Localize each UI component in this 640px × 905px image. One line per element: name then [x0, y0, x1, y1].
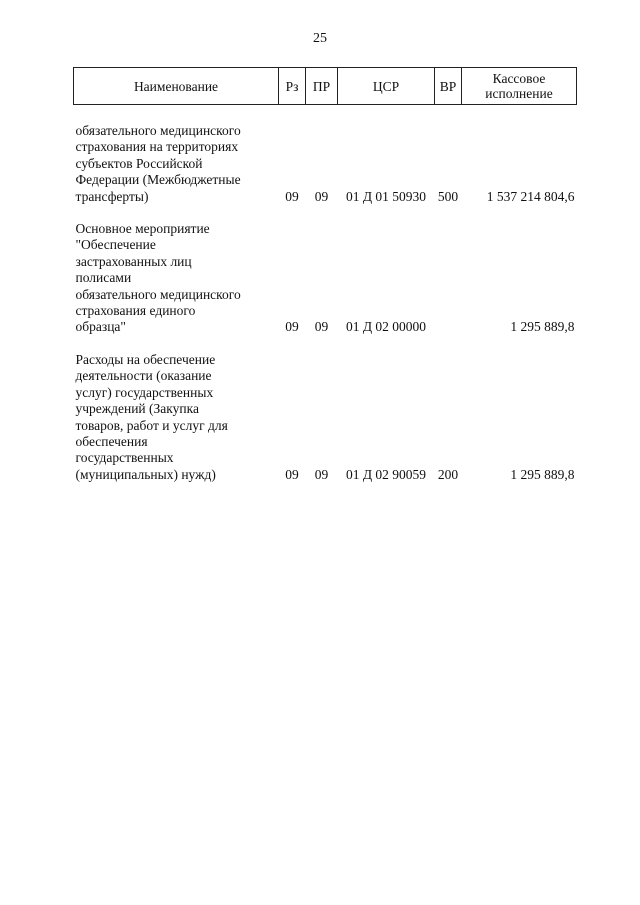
row-pr: 09 — [314, 466, 329, 482]
header-rz: Рз — [279, 68, 306, 105]
row-name-line: учреждений (Закупка — [75, 401, 199, 417]
row-name-line: Федерации (Межбюджетные — [75, 172, 241, 188]
row-csr: 01 Д 01 50930 — [345, 188, 427, 204]
table-row — [74, 352, 577, 483]
row-name — [74, 221, 279, 336]
row-vr: 500 — [437, 188, 459, 204]
row-vr — [435, 221, 462, 336]
row-amount: 1 537 214 804,6 — [486, 188, 575, 204]
row-name-line: обязательного медицинского — [75, 286, 241, 302]
row-name-line: обеспечения — [75, 433, 148, 449]
row-name — [74, 105, 279, 206]
row-name-line: Основное мероприятие — [75, 221, 210, 237]
header-name: Наименование — [74, 68, 279, 105]
row-name-line: трансферты) — [75, 188, 149, 204]
row-pr: 09 — [314, 188, 329, 204]
header-amount — [462, 68, 577, 105]
row-amount: 1 295 889,8 — [510, 319, 575, 335]
row-name-line: страхования на территориях — [75, 139, 239, 155]
header-csr: ЦСР — [338, 68, 435, 105]
row-name-line: полисами — [75, 270, 132, 286]
row-name-line: государственных — [75, 450, 174, 466]
table-row — [74, 105, 577, 206]
row-name-line: обязательного медицинского — [75, 123, 241, 138]
row-name-line: Расходы на обеспечение — [75, 351, 216, 367]
header-amount-line2: исполнение — [485, 86, 553, 101]
row-rz: 09 — [285, 188, 299, 204]
header-pr: ПР — [306, 68, 338, 105]
row-name-line: деятельности (оказание — [75, 368, 212, 384]
row-name-line: субъектов Российской — [75, 155, 203, 171]
row-amount: 1 295 889,8 — [510, 466, 575, 482]
row-name-line: "Обеспечение — [75, 237, 156, 253]
row-name — [74, 352, 279, 483]
header-vr: ВР — [435, 68, 462, 105]
row-vr: 200 — [437, 466, 459, 482]
header-amount-line1: Кассовое — [492, 71, 546, 86]
row-name-line: товаров, работ и услуг для — [75, 417, 228, 433]
row-name-line: застрахованных лиц — [75, 253, 192, 269]
row-rz: 09 — [285, 466, 299, 482]
row-rz: 09 — [285, 319, 299, 335]
budget-table — [73, 67, 577, 483]
row-csr: 01 Д 02 90059 — [345, 466, 427, 482]
page-number: 25 — [313, 31, 327, 46]
row-name-line: образца" — [75, 319, 126, 335]
table-row — [74, 221, 577, 336]
table-header-row — [74, 68, 577, 105]
row-name-line: страхования единого — [75, 303, 196, 319]
row-csr: 01 Д 02 00000 — [345, 319, 427, 335]
row-pr: 09 — [314, 319, 329, 335]
row-name-line: услуг) государственных — [75, 384, 214, 400]
row-name-line: (муниципальных) нужд) — [75, 466, 216, 482]
